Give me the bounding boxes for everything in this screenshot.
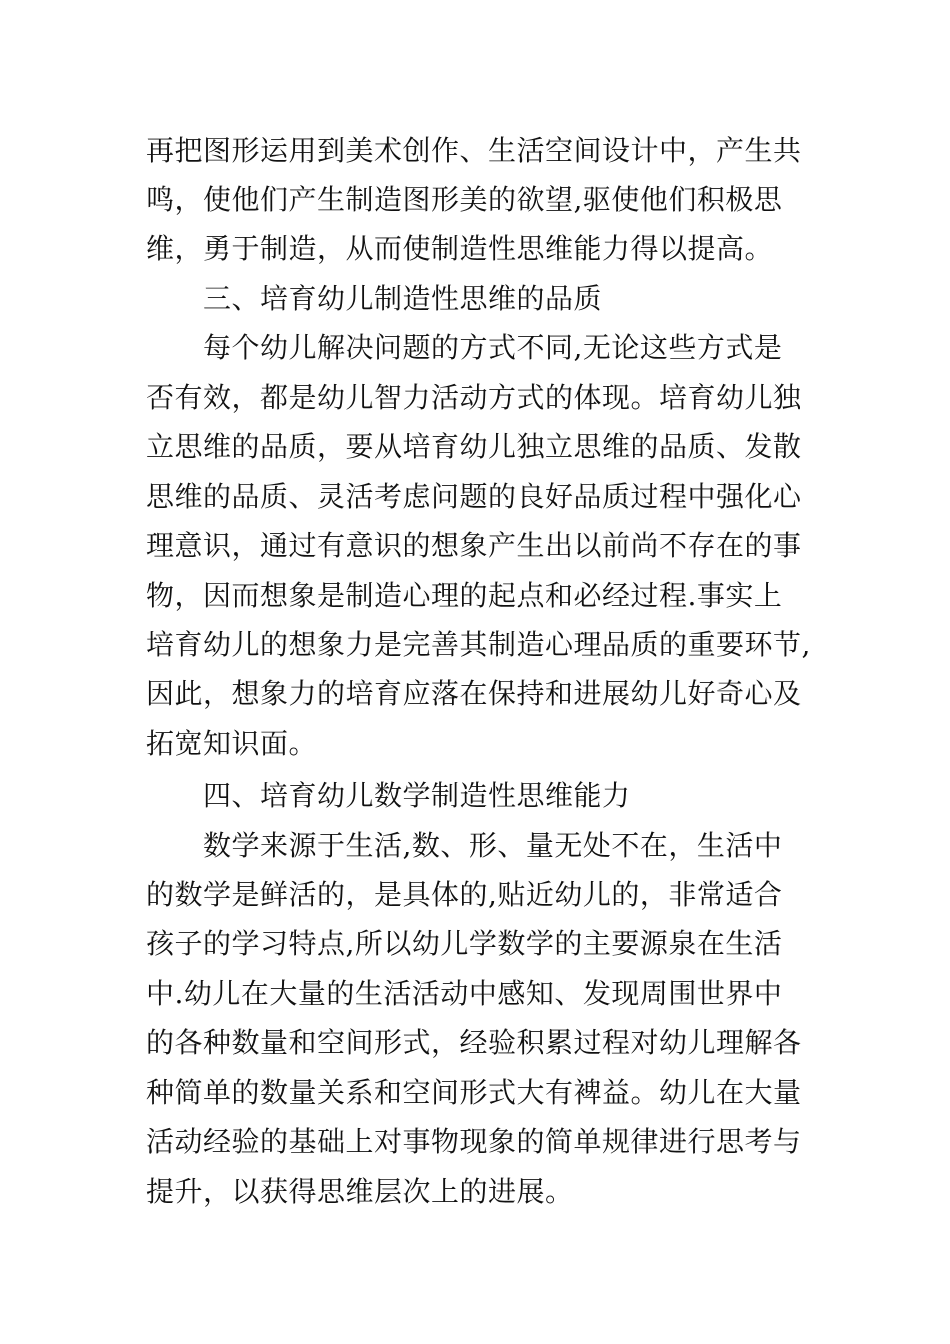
paragraph-line: 拓宽知识面。 xyxy=(146,727,318,760)
paragraph-line: 每个幼儿解决问题的方式不同,无论这些方式是 xyxy=(203,331,783,364)
paragraph-line: 思维的品质、灵活考虑问题的良好品质过程中强化心 xyxy=(146,480,802,513)
paragraph-line: 种简单的数量关系和空间形式大有裨益。幼儿在大量 xyxy=(146,1076,802,1109)
paragraph-line: 维，勇于制造，从而使制造性思维能力得以提高。 xyxy=(146,232,774,265)
paragraph-line: 否有效，都是幼儿智力活动方式的体现。培育幼儿独 xyxy=(146,381,802,414)
paragraph-line: 孩子的学习特点,所以幼儿学数学的主要源泉在生活 xyxy=(146,927,783,960)
paragraph-line: 因此，想象力的培育应落在保持和进展幼儿好奇心及 xyxy=(146,677,802,710)
paragraph-line: 数学来源于生活,数、形、量无处不在，生活中 xyxy=(203,829,783,862)
paragraph-line: 再把图形运用到美术创作、生活空间设计中，产生共 xyxy=(146,134,802,167)
paragraph-line: 理意识，通过有意识的想象产生出以前尚不存在的事 xyxy=(146,529,802,562)
paragraph-line: 鸣，使他们产生制造图形美的欲望,驱使他们积极思 xyxy=(146,183,783,216)
paragraph-line: 中.幼儿在大量的生活活动中感知、发现周围世界中 xyxy=(146,977,783,1010)
paragraph-line: 的各种数量和空间形式，经验积累过程对幼儿理解各 xyxy=(146,1026,802,1059)
paragraph-line: 物，因而想象是制造心理的起点和必经过程.事实上 xyxy=(146,579,783,612)
paragraph-line: 的数学是鲜活的，是具体的,贴近幼儿的，非常适合 xyxy=(146,878,783,911)
section-heading: 三、培育幼儿制造性思维的品质 xyxy=(203,282,603,315)
section-heading: 四、培育幼儿数学制造性思维能力 xyxy=(203,779,631,812)
paragraph-line: 活动经验的基础上对事物现象的简单规律进行思考与 xyxy=(146,1125,802,1158)
paragraph-line: 立思维的品质，要从培育幼儿独立思维的品质、发散 xyxy=(146,430,802,463)
paragraph-line: 提升，以获得思维层次上的进展。 xyxy=(146,1175,574,1208)
paragraph-line: 培育幼儿的想象力是完善其制造心理品质的重要环节, xyxy=(146,628,811,661)
